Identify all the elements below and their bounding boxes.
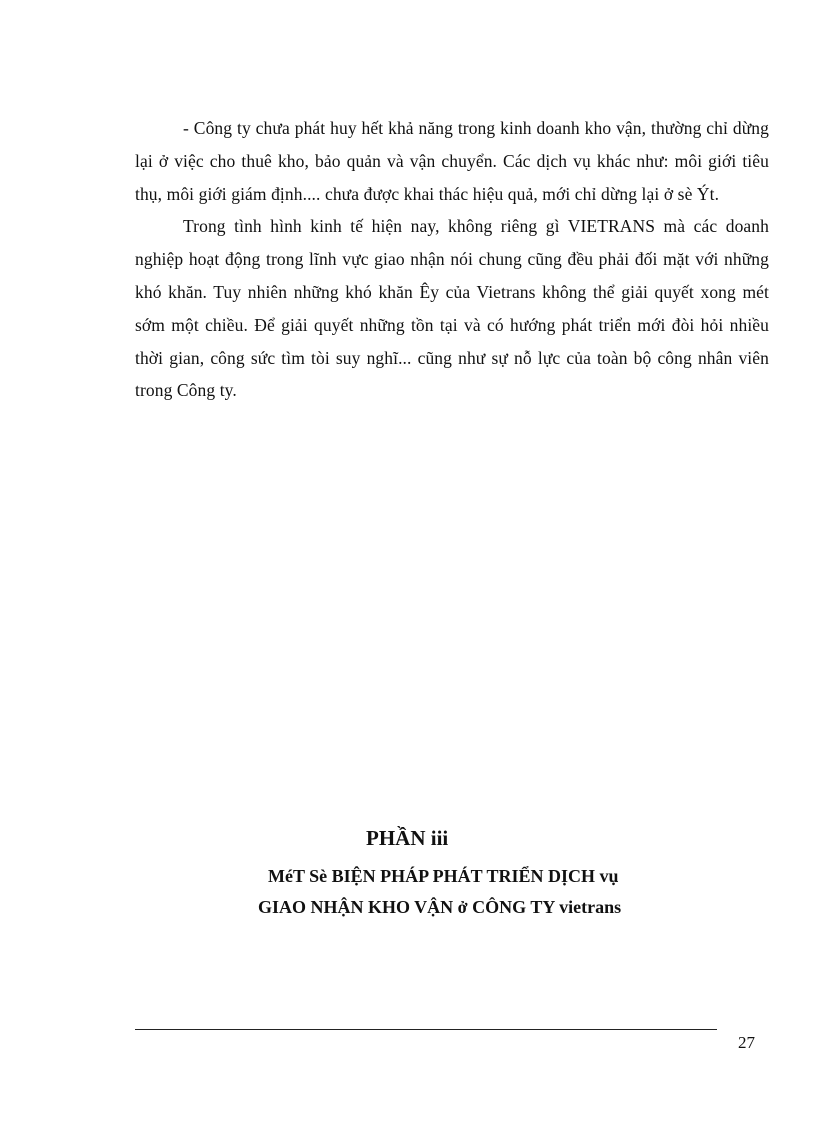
section-title-line-1: MéT Sè BIỆN PHÁP PHÁT TRIỂN DỊCH vụ	[268, 866, 619, 886]
paragraph-limitations: - Công ty chưa phát huy hết khả năng trong kinh doanh kho vận, thường chỉ dừng lại ở việc cho thuê kho, bảo quản và vận chuyển. Các dịch vụ khác như: môi giới tiêu thụ, môi giới giám định.... chưa được khai thác hiệu quả, mới chỉ dừng lại ở sè Ýt.	[135, 118, 769, 204]
footer-rule	[135, 1029, 717, 1030]
body-text	[135, 112, 769, 407]
part-heading: PHẦN iii	[366, 826, 449, 850]
paragraph-context: Trong tình hình kinh tế hiện nay, không riêng gì VIETRANS mà các doanh nghiệp hoạt động trong lĩnh vực giao nhận nói chung cũng đều phải đối mặt với những khó khăn. Tuy nhiên những khó khăn Êy của Vietrans không thể giải quyết xong mét sớm một chiều. Để giải quyết những tồn tại và có hướng phát triển mới đòi hỏi nhiều thời gian, công sức tìm tòi suy nghĩ... cũng như sự nỗ lực của toàn bộ công nhân viên trong Công ty.	[135, 216, 769, 401]
page-number: 27	[738, 1033, 755, 1052]
section-title-line-2: GIAO NHẬN KHO VẬN ở CÔNG TY vietrans	[258, 897, 622, 917]
